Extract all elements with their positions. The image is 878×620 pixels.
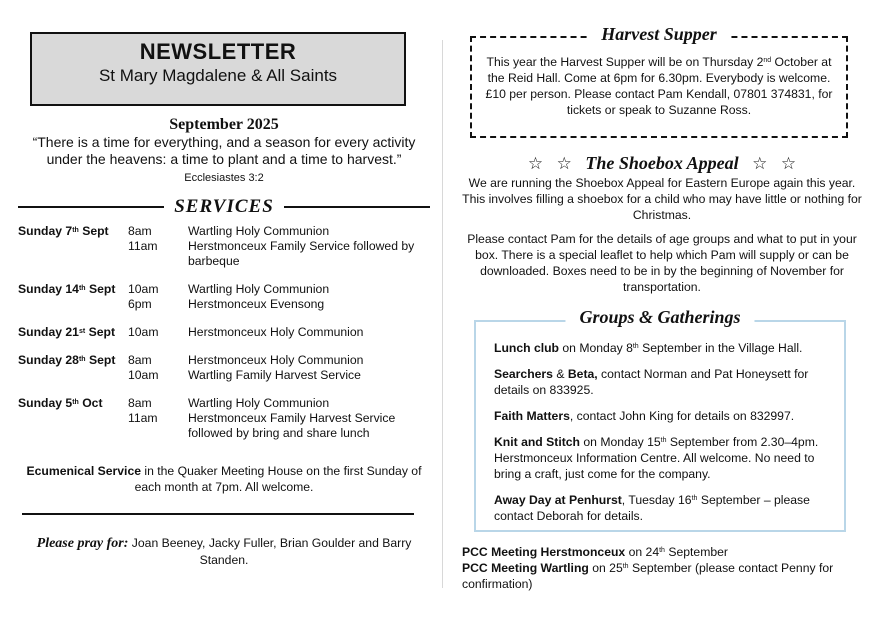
service-events: Herstmonceux Holy Communion bbox=[188, 325, 364, 339]
service-times: 8am 11am bbox=[128, 224, 158, 253]
pcc-meetings bbox=[462, 544, 862, 592]
ecumenical-details: in the Quaker Meeting House on the first Sunday of each month at 7pm. All welcome. bbox=[134, 464, 422, 494]
scripture-quote bbox=[18, 134, 430, 187]
service-times: 8am 11am bbox=[128, 396, 158, 425]
service-day: Sunday 14th Sept bbox=[18, 282, 116, 296]
star-icon: ☆ bbox=[556, 154, 572, 173]
right-column bbox=[462, 24, 862, 592]
service-day: Sunday 21st Sept bbox=[18, 325, 116, 339]
group-item: Faith Matters, contact John King for details on 832997. bbox=[494, 409, 795, 423]
service-row bbox=[18, 325, 430, 340]
service-times: 10am bbox=[128, 325, 159, 339]
prayer-names: Joan Beeney, Jacky Fuller, Brian Goulder and Barry Standen. bbox=[131, 536, 412, 567]
group-item: Searchers & Beta, contact Norman and Pat Honeysett for details on 833925. bbox=[494, 367, 809, 397]
issue-date: September 2025 bbox=[169, 116, 279, 133]
pcc-item: PCC Meeting Herstmonceux on 24th September bbox=[462, 545, 728, 559]
left-column bbox=[18, 32, 430, 568]
services-heading-text: SERVICES bbox=[174, 196, 274, 217]
service-events: Wartling Holy Communion Herstmonceux Evensong bbox=[188, 282, 330, 311]
shoebox-title: The Shoebox Appeal bbox=[585, 153, 739, 173]
star-icon: ☆ bbox=[527, 154, 544, 173]
parish-name: St Mary Magdalene & All Saints bbox=[98, 66, 338, 85]
harvest-supper-box: Harvest Supper This year the Harvest Supper will be on Thursday 2nd October at the Reid Hall. Come at 6pm for 6.30pm. Everybody is welcome. £10 per person. Please contact Pam Kendall, 07801 374831, for tickets or speak to Suzanne Ross. bbox=[470, 36, 848, 138]
ecumenical-label: Ecumenical Service bbox=[26, 464, 141, 478]
service-events: Wartling Holy Communion Herstmonceux Family Harvest Service followed by bring and share lunch bbox=[188, 396, 396, 440]
services-table bbox=[18, 224, 430, 441]
service-row bbox=[18, 353, 430, 383]
shoebox-paragraph: We are running the Shoebox Appeal for Eastern Europe again this year. This involves filling a shoebox for a child who may have little or nothing for Christmas. bbox=[462, 176, 862, 222]
service-events: Wartling Holy Communion Herstmonceux Family Service followed by barbeque bbox=[188, 224, 415, 268]
service-day: Sunday 7th Sept bbox=[18, 224, 109, 238]
service-day: Sunday 5th Oct bbox=[18, 396, 103, 410]
service-times: 8am 10am bbox=[128, 353, 159, 382]
harvest-text: This year the Harvest Supper will be on Thursday 2 bbox=[486, 55, 764, 69]
service-row bbox=[18, 282, 430, 312]
quote-reference: Ecclesiastes 3:2 bbox=[184, 172, 264, 184]
service-row bbox=[18, 396, 430, 441]
heading-rule-right bbox=[284, 206, 430, 208]
service-events: Herstmonceux Holy Communion Wartling Family Harvest Service bbox=[188, 353, 364, 382]
shoebox-paragraph: Please contact Pam for the details of age groups and what to put in your box. There is a special leaflet to help which Pam will supply or can be downloaded. Boxes need to be in by the beginning of November for transportation. bbox=[467, 232, 857, 294]
star-icon: ☆ bbox=[752, 154, 768, 173]
prayer-list bbox=[18, 535, 430, 568]
harvest-supper-title: Harvest Supper bbox=[587, 26, 731, 42]
services-heading bbox=[18, 196, 430, 218]
pcc-item: PCC Meeting Wartling on 25th September (please contact Penny for confirmation) bbox=[462, 561, 834, 591]
star-icon: ☆ bbox=[780, 154, 797, 173]
harvest-text-rest: October at the Reid Hall. Come at 6pm for 6.30pm. Everybody is welcome. £10 per person. Please contact Pam Kendall, 07801 374831, for tickets or speak to Suzanne Ross. bbox=[485, 55, 833, 117]
group-item: Knit and Stitch on Monday 15th September from 2.30–4pm. Herstmonceux Information Centre. All welcome. No need to bring a craft, just come for the company. bbox=[494, 435, 819, 481]
ecumenical-notice bbox=[18, 463, 430, 495]
masthead bbox=[30, 32, 406, 106]
group-item: Away Day at Penhurst, Tuesday 16th September – please contact Deborah for details. bbox=[494, 493, 810, 523]
prayer-label: Please pray for: bbox=[36, 536, 129, 551]
group-item: Lunch club on Monday 8th September in the Village Hall. bbox=[494, 341, 803, 355]
newsletter-title: NEWSLETTER bbox=[139, 39, 297, 64]
service-day: Sunday 28th Sept bbox=[18, 353, 116, 367]
section-rule bbox=[22, 513, 414, 515]
service-row bbox=[18, 224, 430, 269]
heading-rule-left bbox=[18, 206, 164, 208]
groups-title: Groups & Gatherings bbox=[565, 309, 754, 325]
column-divider bbox=[442, 40, 443, 588]
shoebox-heading bbox=[462, 152, 862, 175]
service-times: 10am 6pm bbox=[128, 282, 159, 311]
groups-box bbox=[474, 307, 846, 532]
quote-text: “There is a time for everything, and a season for every activity under the heavens: a time to plant and a time to harvest.” bbox=[32, 134, 416, 167]
